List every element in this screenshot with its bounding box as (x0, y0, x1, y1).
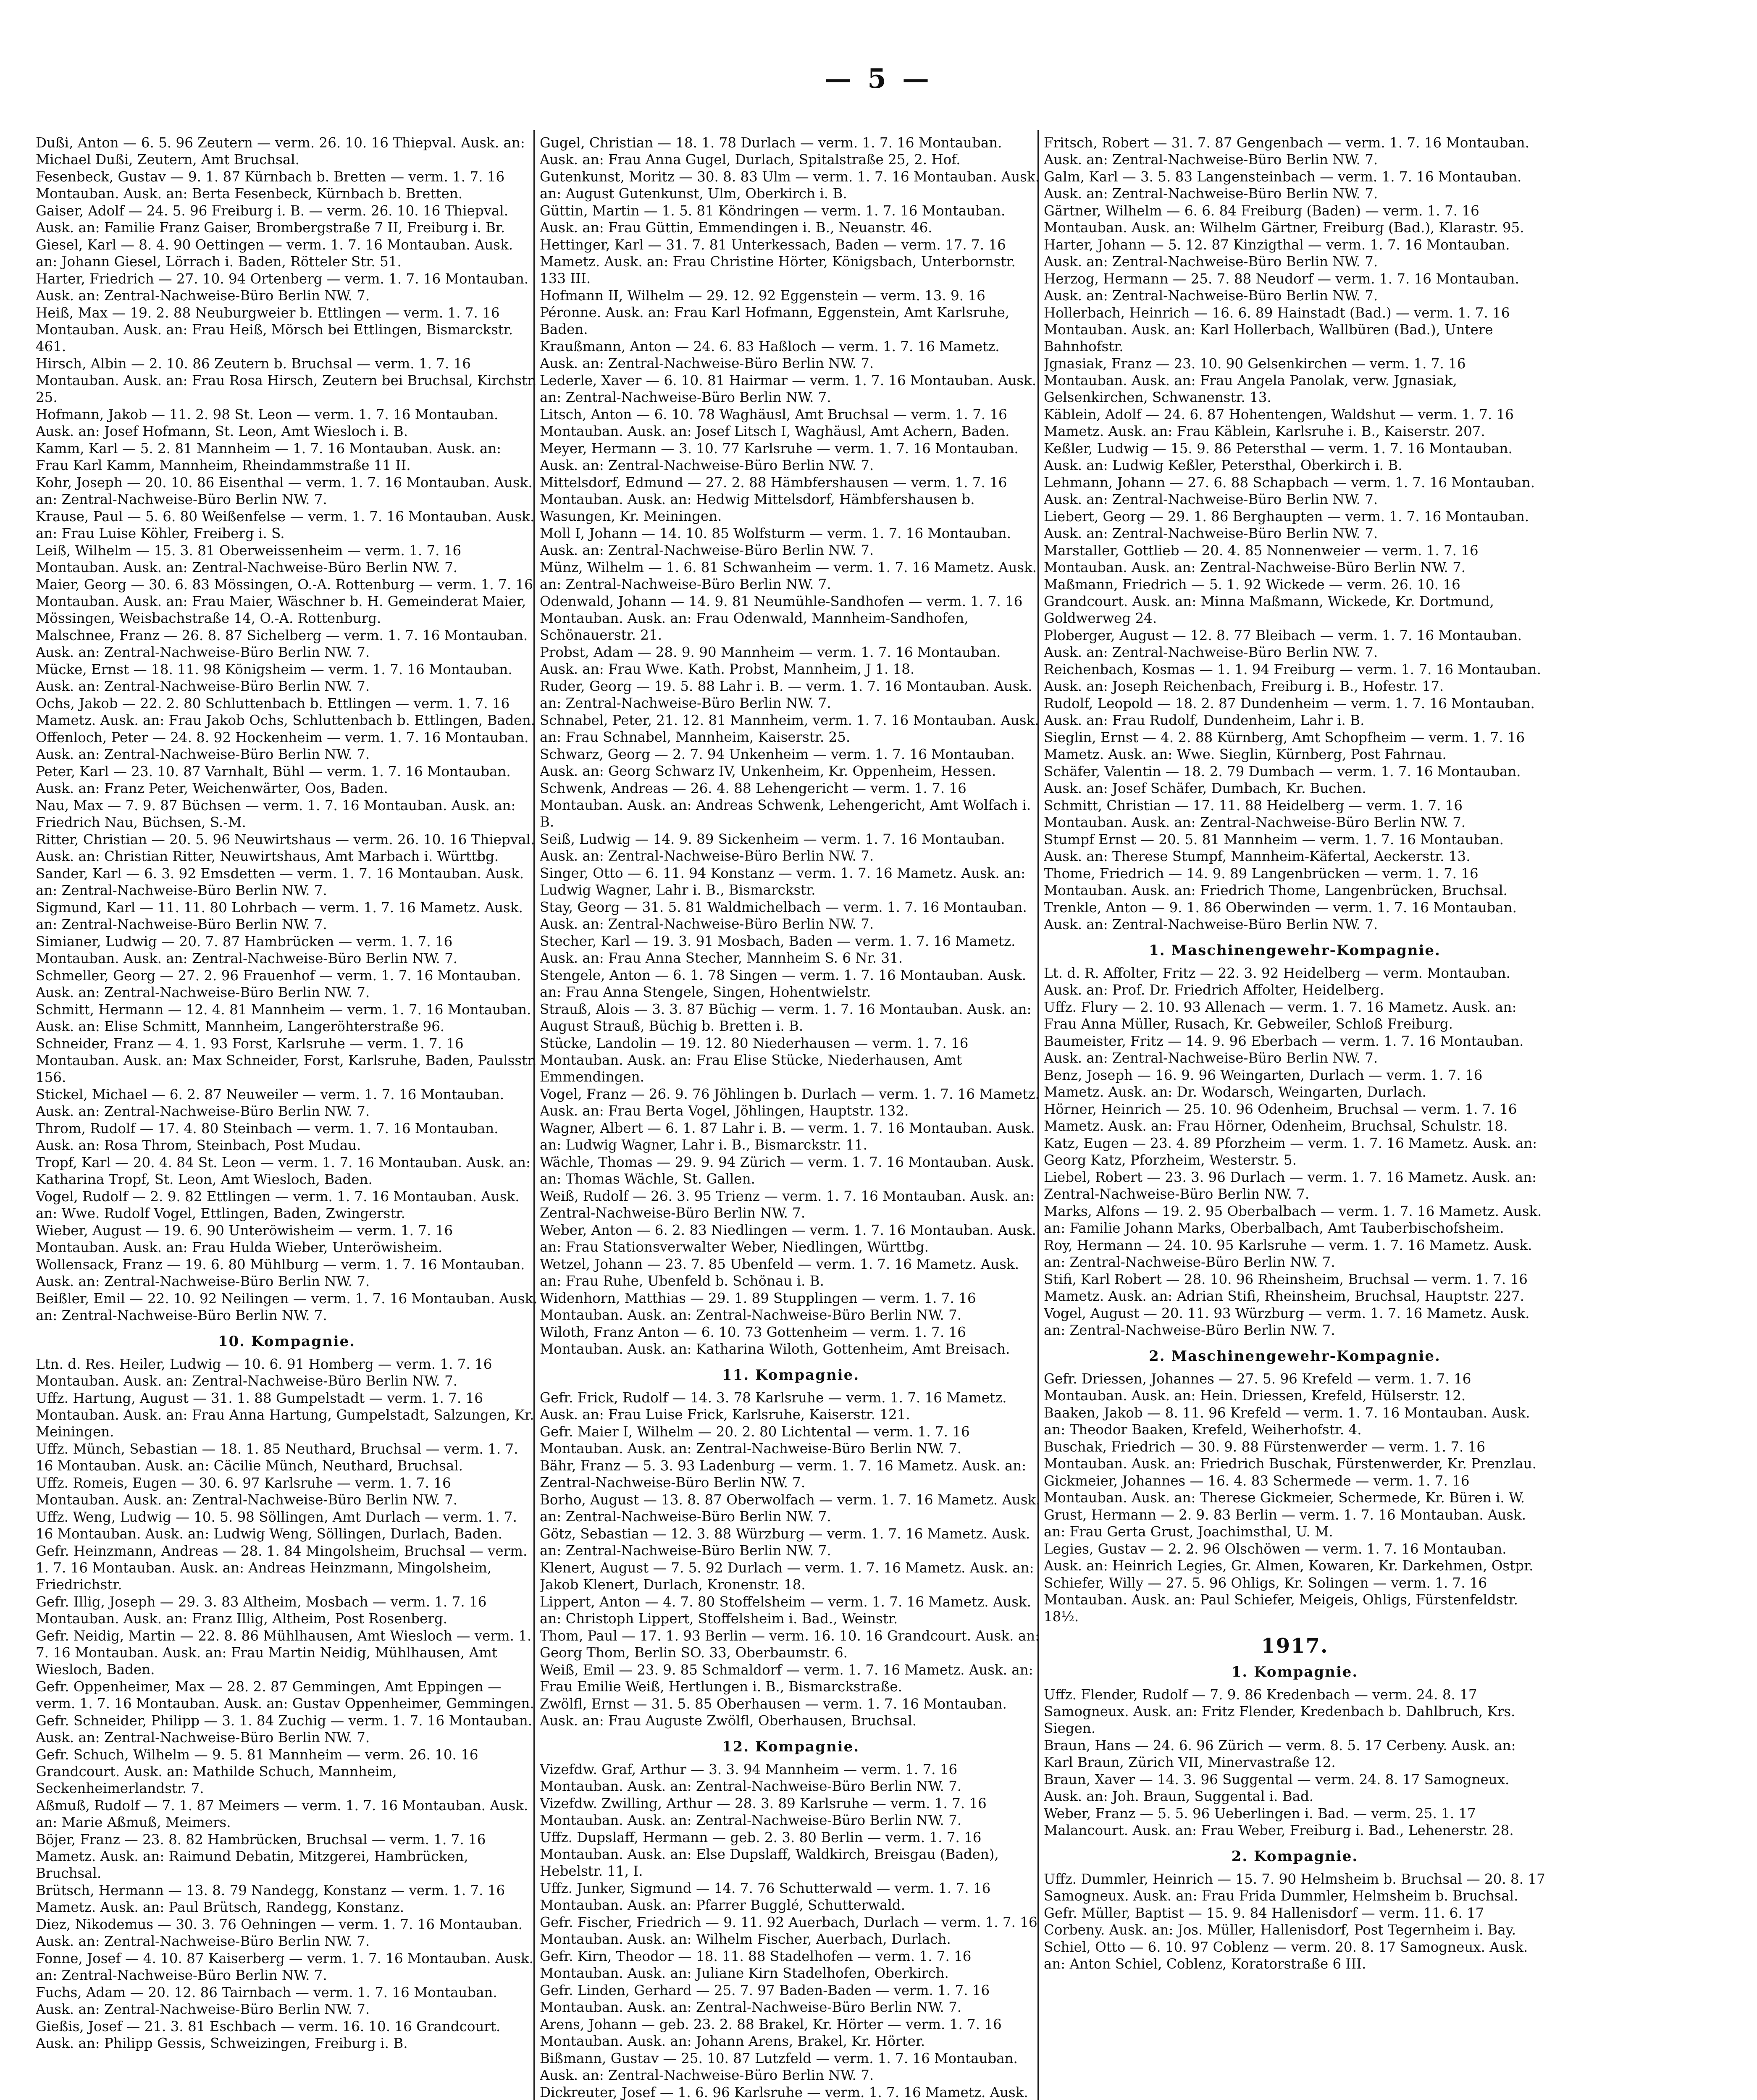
casualty-entry: Uffz. Hartung, August — 31. 1. 88 Gumpelstadt — verm. 1. 7. 16 Montauban. Ausk. an: Frau Anna Hartung, Gumpelstadt, Salzungen, Kr. Meiningen. (36, 1390, 534, 1440)
casualty-entry: Gefr. Kirn, Theodor — 18. 11. 88 Stadelhofen — verm. 1. 7. 16 Montauban. Ausk. an: Juliane Kirn Stadelhofen, Oberkirch. (540, 1948, 972, 1981)
casualty-entry: Harter, Friedrich — 27. 10. 94 Ortenberg — verm. 1. 7. 16 Montauban. Ausk. an: Zentral-Nachweise-Büro Berlin NW. 7. (36, 271, 529, 304)
casualty-entry: Reichenbach, Kosmas — 1. 1. 94 Freiburg — verm. 1. 7. 16 Montauban. Ausk. an: Joseph Reichenbach, Freiburg i. B., Hofestr. 17. (1044, 662, 1541, 694)
casualty-entry: Ochs, Jakob — 22. 2. 80 Schluttenbach b. Ettlingen — verm. 1. 7. 16 Mametz. Ausk. an: Frau Jakob Ochs, Schluttenbach b. Ettlingen, Baden. (36, 696, 536, 728)
casualty-entry: Hofmann, Jakob — 11. 2. 98 St. Leon — verm. 1. 7. 16 Montauban. Ausk. an: Josef Hofmann, St. Leon, Amt Wiesloch i. B. (36, 407, 499, 439)
casualty-entry: Malschnee, Franz — 26. 8. 87 Sichelberg — verm. 1. 7. 16 Montauban. Ausk. an: Zentral-Nachweise-Büro Berlin NW. 7. (36, 627, 528, 660)
casualty-entry: Strauß, Alois — 3. 3. 87 Büchig — verm. 1. 7. 16 Montauban. Ausk. an: August Strauß, Büchig b. Bretten i. B. (540, 1001, 1032, 1034)
casualty-entry: Schäfer, Valentin — 18. 2. 79 Dumbach — verm. 1. 7. 16 Montauban. Ausk. an: Josef Schäfer, Dumbach, Kr. Buchen. (1044, 764, 1521, 796)
casualty-entry: Böjer, Franz — 23. 8. 82 Hambrücken, Bruchsal — verm. 1. 7. 16 Mametz. Ausk. an: Raimund Debatin, Mitzgerei, Hambrücken, Bruchsal. (36, 1832, 486, 1881)
casualty-entry: Stifi, Karl Robert — 28. 10. 96 Rheinsheim, Bruchsal — verm. 1. 7. 16 Mametz. Ausk. an: Adrian Stifi, Rheinsheim, Bruchsal, Hauptstr. 227. (1044, 1271, 1528, 1304)
casualty-entry: Sieglin, Ernst — 4. 2. 88 Kürnberg, Amt Schopfheim — verm. 1. 7. 16 Mametz. Ausk. an: Wwe. Sieglin, Kürnberg, Post Fahrnau. (1044, 730, 1525, 762)
casualty-entry: Seiß, Ludwig — 14. 9. 89 Sickenheim — verm. 1. 7. 16 Montauban. Ausk. an: Zentral-Nachweise-Büro Berlin NW. 7. (540, 831, 1005, 864)
casualty-entry: Maier, Georg — 30. 6. 83 Mössingen, O.-A. Rottenburg — verm. 1. 7. 16 Montauban. Ausk. an: Frau Maier, Wäschner b. H. Gemeinderat Maier, Mössingen, Weisbachstraße 14, O.-A. Rottenburg. (36, 577, 533, 626)
casualty-entry: Throm, Rudolf — 17. 4. 80 Steinbach — verm. 1. 7. 16 Montauban. Ausk. an: Rosa Throm, Steinbach, Post Mudau. (36, 1121, 499, 1153)
casualty-entry: Galm, Karl — 3. 5. 83 Langensteinbach — verm. 1. 7. 16 Montauban. Ausk. an: Zentral-Nachweise-Büro Berlin NW. 7. (1044, 169, 1522, 202)
column-left (36, 134, 538, 2100)
casualty-entry: Weber, Franz — 5. 5. 96 Ueberlingen i. Bad. — verm. 25. 1. 17 Malancourt. Ausk. an: Frau Weber, Freiburg i. Bad., Lehenerstr. 28. (1044, 1806, 1514, 1838)
casualty-entry: Güttin, Martin — 1. 5. 81 Köndringen — verm. 1. 7. 16 Montauban. Ausk. an: Frau Güttin, Emmendingen i. B., Neuanstr. 46. (540, 203, 1006, 236)
casualty-entry: Grust, Hermann — 2. 9. 83 Berlin — verm. 1. 7. 16 Montauban. Ausk. an: Frau Gerta Grust, Joachimsthal, U. M. (1044, 1507, 1526, 1540)
casualty-entry: Stay, Georg — 31. 5. 81 Waldmichelbach — verm. 1. 7. 16 Montauban. Ausk. an: Zentral-Nachweise-Büro Berlin NW. 7. (540, 899, 1027, 932)
casualty-entry: Vogel, Franz — 26. 9. 76 Jöhlingen b. Durlach — verm. 1. 7. 16 Mametz. Ausk. an: Frau Berta Vogel, Jöhlingen, Hauptstr. 132. (540, 1086, 1040, 1119)
casualty-entry: Odenwald, Johann — 14. 9. 81 Neumühle-Sandhofen — verm. 1. 7. 16 Montauban. Ausk. an: Frau Odenwald, Mannheim-Sandhofen, Schönauerstr. 21. (540, 593, 1023, 643)
casualty-entry: Leiß, Wilhelm — 15. 3. 81 Oberweissenheim — verm. 1. 7. 16 Montauban. Ausk. an: Zentral-Nachweise-Büro Berlin NW. 7. (36, 543, 462, 575)
section-heading: 12. Kompagnie. (722, 1738, 860, 1755)
casualty-entry: Ruder, Georg — 19. 5. 88 Lahr i. B. — verm. 1. 7. 16 Montauban. Ausk. an: Zentral-Nachweise-Büro Berlin NW. 7. (540, 678, 1032, 711)
casualty-entry: Gefr. Driessen, Johannes — 27. 5. 96 Krefeld — verm. 1. 7. 16 Montauban. Ausk. an: Hein. Driessen, Krefeld, Hülserstr. 12. (1044, 1371, 1471, 1404)
page-number: — 5 — (824, 63, 933, 94)
section-heading: 1917. (1261, 1634, 1329, 1658)
casualty-entry: Gefr. Schneider, Philipp — 3. 1. 84 Zuchig — verm. 1. 7. 16 Montauban. Ausk. an: Zentral-Nachweise-Büro Berlin NW. 7. (36, 1713, 533, 1746)
casualty-entry: Gugel, Christian — 18. 1. 78 Durlach — verm. 1. 7. 16 Montauban. Ausk. an: Frau Anna Gugel, Durlach, Spitalstraße 25, 2. Hof. (540, 135, 1002, 168)
casualty-entry: Keßler, Ludwig — 15. 9. 86 Petersthal — verm. 1. 7. 16 Montauban. Ausk. an: Ludwig Keßler, Petersthal, Oberkirch i. B. (1044, 441, 1513, 473)
casualty-entry: Giesel, Karl — 8. 4. 90 Oettingen — verm. 1. 7. 16 Montauban. Ausk. an: Johann Giesel, Lörrach i. Baden, Rötteler Str. 51. (36, 237, 513, 270)
casualty-entry: Meyer, Hermann — 3. 10. 77 Karlsruhe — verm. 1. 7. 16 Montauban. Ausk. an: Zentral-Nachweise-Büro Berlin NW. 7. (540, 441, 1019, 473)
casualty-entry: Diez, Nikodemus — 30. 3. 76 Oehningen — verm. 1. 7. 16 Montauban. Ausk. an: Zentral-Nachweise-Büro Berlin NW. 7. (36, 1916, 523, 1949)
casualty-entry: Legies, Gustav — 2. 2. 96 Olschöwen — verm. 1. 7. 16 Montauban. Ausk. an: Heinrich Legies, Gr. Almen, Kowaren, Kr. Darkehmen, Ostpr. (1044, 1541, 1534, 1574)
casualty-entry: Liebel, Robert — 23. 3. 96 Durlach — verm. 1. 7. 16 Mametz. Ausk. an: Zentral-Nachweise-Büro Berlin NW. 7. (1044, 1169, 1536, 1202)
casualty-entry: Uffz. Münch, Sebastian — 18. 1. 85 Neuthard, Bruchsal — verm. 1. 7. 16 Montauban. Ausk. an: Cäcilie Münch, Neuthard, Bruchsal. (36, 1441, 518, 1474)
casualty-entry: Götz, Sebastian — 12. 3. 88 Würzburg — verm. 1. 7. 16 Mametz. Ausk. an: Zentral-Nachweise-Büro Berlin NW. 7. (540, 1526, 1030, 1559)
section-heading: 10. Kompagnie. (218, 1333, 356, 1350)
casualty-entry: Tropf, Karl — 20. 4. 84 St. Leon — verm. 1. 7. 16 Montauban. Ausk. an: Katharina Tropf, St. Leon, Amt Wiesloch, Baden. (36, 1155, 531, 1187)
casualty-entry: Gutenkunst, Moritz — 30. 8. 83 Ulm — verm. 1. 7. 16 Montauban. Ausk. an: August Gutenkunst, Ulm, Oberkirch i. B. (540, 169, 1040, 202)
casualty-entry: Jgnasiak, Franz — 23. 10. 90 Gelsenkirchen — verm. 1. 7. 16 Montauban. Ausk. an: Frau Angela Panolak, verw. Jgnasiak, Gelsenkirchen, Schwanenstr. 13. (1044, 356, 1466, 405)
casualty-entry: Buschak, Friedrich — 30. 9. 88 Fürstenwerder — verm. 1. 7. 16 Montauban. Ausk. an: Friedrich Buschak, Fürstenwerder, Kr. Prenzlau. (1044, 1439, 1537, 1472)
casualty-entry: Baumeister, Fritz — 14. 9. 96 Eberbach — verm. 1. 7. 16 Montauban. Ausk. an: Zentral-Nachweise-Büro Berlin NW. 7. (1044, 1033, 1524, 1066)
casualty-entry: Dickreuter, Josef — 1. 6. 96 Karlsruhe — verm. 1. 7. 16 Mametz. Ausk. (540, 2084, 1028, 2100)
casualty-entry: Liebert, Georg — 29. 1. 86 Berghaupten — verm. 1. 7. 16 Montauban. Ausk. an: Zentral-Nachweise-Büro Berlin NW. 7. (1044, 509, 1529, 541)
casualty-entry: Gefr. Maier I, Wilhelm — 20. 2. 80 Lichtental — verm. 1. 7. 16 Montauban. Ausk. an: Zentral-Nachweise-Büro Berlin NW. 7. (540, 1424, 970, 1457)
casualty-entry: Gefr. Schuch, Wilhelm — 9. 5. 81 Mannheim — verm. 26. 10. 16 Grandcourt. Ausk. an: Mathilde Schuch, Mannheim, Seckenheimerlandstr. 7. (36, 1747, 478, 1796)
casualty-entry: Aßmuß, Rudolf — 7. 1. 87 Meimers — verm. 1. 7. 16 Montauban. Ausk. an: Marie Aßmuß, Meimers. (36, 1798, 528, 1830)
casualty-entry: Brütsch, Hermann — 13. 8. 79 Nandegg, Konstanz — verm. 1. 7. 16 Mametz. Ausk. an: Paul Brütsch, Randegg, Konstanz. (36, 1882, 505, 1915)
casualty-entry: Fonne, Josef — 4. 10. 87 Kaiserberg — verm. 1. 7. 16 Montauban. Ausk. an: Zentral-Nachweise-Büro Berlin NW. 7. (36, 1950, 533, 1983)
casualty-entry: Wetzel, Johann — 23. 7. 85 Ubenfeld — verm. 1. 7. 16 Mametz. Ausk. an: Frau Ruhe, Ubenfeld b. Schönau i. B. (540, 1256, 1019, 1289)
section-heading: 11. Kompagnie. (722, 1367, 860, 1383)
casualty-entry: Schiel, Otto — 6. 10. 97 Coblenz — verm. 20. 8. 17 Samogneux. Ausk. an: Anton Schiel, Coblenz, Koratorstraße 6 III. (1044, 1939, 1528, 1972)
casualty-entry: Schwarz, Georg — 2. 7. 94 Unkenheim — verm. 1. 7. 16 Montauban. Ausk. an: Georg Schwarz IV, Unkenheim, Kr. Oppenheim, Hessen. (540, 746, 1015, 779)
casualty-entry: Peter, Karl — 23. 10. 87 Varnhalt, Bühl — verm. 1. 7. 16 Montauban. Ausk. an: Franz Peter, Weichenwärter, Oos, Baden. (36, 764, 511, 796)
casualty-entry: Schiefer, Willy — 27. 5. 96 Ohligs, Kr. Solingen — verm. 1. 7. 16 Montauban. Ausk. an: Paul Schiefer, Meigeis, Ohligs, Fürstenfeldstr. 18½. (1044, 1575, 1518, 1625)
section-heading: 1. Maschinengewehr-Kompagnie. (1149, 942, 1441, 959)
casualty-entry: Singer, Otto — 6. 11. 94 Konstanz — verm. 1. 7. 16 Mametz. Ausk. an: Ludwig Wagner, Lahr i. B., Bismarckstr. (540, 865, 1026, 898)
casualty-entry: Widenhorn, Matthias — 29. 1. 89 Stupplingen — verm. 1. 7. 16 Montauban. Ausk. an: Zentral-Nachweise-Büro Berlin NW. 7. (540, 1290, 976, 1323)
casualty-entry: Uffz. Dummler, Heinrich — 15. 7. 90 Helmsheim b. Bruchsal — 20. 8. 17 Samogneux. Ausk. an: Frau Frida Dummler, Helmsheim b. Bruchsal. (1044, 1871, 1545, 1904)
casualty-entry: Mittelsdorf, Edmund — 27. 2. 88 Hämbfershausen — verm. 1. 7. 16 Montauban. Ausk. an: Hedwig Mittelsdorf, Hämbfershausen b. Wasungen, Kr. Meiningen. (540, 475, 1007, 524)
casualty-entry: Gefr. Heinzmann, Andreas — 28. 1. 84 Mingolsheim, Bruchsal — verm. 1. 7. 16 Montauban. Ausk. an: Andreas Heinzmann, Mingolsheim, Friedrichstr. (36, 1543, 528, 1593)
casualty-entry: Bähr, Franz — 5. 3. 93 Ladenburg — verm. 1. 7. 16 Mametz. Ausk. an: Zentral-Nachweise-Büro Berlin NW. 7. (540, 1458, 1027, 1491)
casualty-entry: Weiß, Emil — 23. 9. 85 Schmaldorf — verm. 1. 7. 16 Mametz. Ausk. an: Frau Emilie Weiß, Hertlungen i. B., Bismarckstraße. (540, 1662, 1033, 1695)
casualty-entry: Klenert, August — 7. 5. 92 Durlach — verm. 1. 7. 16 Mametz. Ausk. an: Jakob Klenert, Durlach, Kronenstr. 18. (540, 1560, 1034, 1593)
casualty-entry: Dußi, Anton — 6. 5. 96 Zeutern — verm. 26. 10. 16 Thiepval. Ausk. an: Michael Dußi, Zeutern, Amt Bruchsal. (36, 135, 525, 168)
casualty-entry: Schmitt, Hermann — 12. 4. 81 Mannheim — verm. 1. 7. 16 Montauban. Ausk. an: Elise Schmitt, Mannheim, Langeröhterstraße 96. (36, 1002, 531, 1034)
casualty-entry: Heiß, Max — 19. 2. 88 Neuburgweier b. Ettlingen — verm. 1. 7. 16 Montauban. Ausk. an: Frau Heiß, Mörsch bei Ettlingen, Bismarckstr. 461. (36, 305, 513, 354)
column-right (1044, 134, 1546, 2100)
casualty-entry: Bißmann, Gustav — 25. 10. 87 Lutzfeld — verm. 1. 7. 16 Montauban. Ausk. an: Zentral-Nachweise-Büro Berlin NW. 7. (540, 2050, 1018, 2083)
casualty-entry: Fesenbeck, Gustav — 9. 1. 87 Kürnbach b. Bretten — verm. 1. 7. 16 Montauban. Ausk. an: Berta Fesenbeck, Kürnbach b. Bretten. (36, 169, 505, 202)
casualty-entry: Hollerbach, Heinrich — 16. 6. 89 Hainstadt (Bad.) — verm. 1. 7. 16 Montauban. Ausk. an: Karl Hollerbach, Wallbüren (Bad.), Untere Bahnhofstr. (1044, 305, 1510, 354)
casualty-entry: Marks, Alfons — 19. 2. 95 Oberbalbach — verm. 1. 7. 16 Mametz. Ausk. an: Familie Johann Marks, Oberbalbach, Amt Tauberbischofsheim. (1044, 1203, 1542, 1236)
casualty-entry: Stickel, Michael — 6. 2. 87 Neuweiler — verm. 1. 7. 16 Montauban. Ausk. an: Zentral-Nachweise-Büro Berlin NW. 7. (36, 1087, 504, 1119)
casualty-entry: Marstaller, Gottlieb — 20. 4. 85 Nonnenweier — verm. 1. 7. 16 Montauban. Ausk. an: Zentral-Nachweise-Büro Berlin NW. 7. (1044, 543, 1479, 575)
casualty-entry: Wollensack, Franz — 19. 6. 80 Mühlburg — verm. 1. 7. 16 Montauban. Ausk. an: Zentral-Nachweise-Büro Berlin NW. 7. (36, 1257, 525, 1289)
casualty-entry: Hettinger, Karl — 31. 7. 81 Unterkessach, Baden — verm. 17. 7. 16 Mametz. Ausk. an: Frau Christine Hörter, Königsbach, Unterbornstr. 133 III. (540, 237, 1016, 286)
casualty-entry: Wiloth, Franz Anton — 6. 10. 73 Gottenheim — verm. 1. 7. 16 Montauban. Ausk. an: Katharina Wiloth, Gottenheim, Amt Breisach. (540, 1324, 1010, 1357)
casualty-entry: Sigmund, Karl — 11. 11. 80 Lohrbach — verm. 1. 7. 16 Mametz. Ausk. an: Zentral-Nachweise-Büro Berlin NW. 7. (36, 900, 523, 932)
casualty-entry: Stecher, Karl — 19. 3. 91 Mosbach, Baden — verm. 1. 7. 16 Mametz. Ausk. an: Frau Anna Stecher, Mannheim S. 6 Nr. 31. (540, 933, 1016, 966)
casualty-entry: Uffz. Flury — 2. 10. 93 Allenach — verm. 1. 7. 16 Mametz. Ausk. an: Frau Anna Müller, Rusach, Kr. Gebweiler, Schloß Freiburg. (1044, 999, 1517, 1032)
casualty-entry: Gefr. Linden, Gerhard — 25. 7. 97 Baden-Baden — verm. 1. 7. 16 Montauban. Ausk. an: Zentral-Nachweise-Büro Berlin NW. 7. (540, 1982, 990, 2015)
casualty-entry: Benz, Joseph — 16. 9. 96 Weingarten, Durlach — verm. 1. 7. 16 Mametz. Ausk. an: Dr. Wodarsch, Weingarten, Durlach. (1044, 1067, 1483, 1100)
casualty-entry: Fuchs, Adam — 20. 12. 86 Tairnbach — verm. 1. 7. 16 Montauban. Ausk. an: Zentral-Nachweise-Büro Berlin NW. 7. (36, 1984, 497, 2017)
casualty-entry: Wächle, Thomas — 29. 9. 94 Zürich — verm. 1. 7. 16 Montauban. Ausk. an: Thomas Wächle, St. Gallen. (540, 1154, 1035, 1187)
casualty-entry: Katz, Eugen — 23. 4. 89 Pforzheim — verm. 1. 7. 16 Mametz. Ausk. an: Georg Katz, Pforzheim, Westerstr. 5. (1044, 1135, 1537, 1168)
casualty-entry: Vogel, August — 20. 11. 93 Würzburg — verm. 1. 7. 16 Mametz. Ausk. an: Zentral-Nachweise-Büro Berlin NW. 7. (1044, 1305, 1530, 1338)
casualty-entry: Zwölfl, Ernst — 31. 5. 85 Oberhausen — verm. 1. 7. 16 Montauban. Ausk. an: Frau Auguste Zwölfl, Oberhausen, Bruchsal. (540, 1696, 1007, 1729)
casualty-entry: Stumpf Ernst — 20. 5. 81 Mannheim — verm. 1. 7. 16 Montauban. Ausk. an: Therese Stumpf, Mannheim-Käfertal, Aeckerstr. 13. (1044, 832, 1504, 864)
casualty-entry: Ltn. d. Res. Heiler, Ludwig — 10. 6. 91 Homberg — verm. 1. 7. 16 Montauban. Ausk. an: Zentral-Nachweise-Büro Berlin NW. 7. (36, 1356, 492, 1389)
casualty-entry: Hörner, Heinrich — 25. 10. 96 Odenheim, Bruchsal — verm. 1. 7. 16 Mametz. Ausk. an: Frau Hörner, Odenheim, Bruchsal, Schulstr. 18. (1044, 1101, 1517, 1134)
casualty-entry: Schmeller, Georg — 27. 2. 96 Frauenhof — verm. 1. 7. 16 Montauban. Ausk. an: Zentral-Nachweise-Büro Berlin NW. 7. (36, 968, 521, 1000)
casualty-entry: Gießis, Josef — 21. 3. 81 Eschbach — verm. 16. 10. 16 Grandcourt. Ausk. an: Philipp Gessis, Schweizingen, Freiburg i. B. (36, 2019, 501, 2051)
casualty-entry: Wagner, Albert — 6. 1. 87 Lahr i. B. — verm. 1. 7. 16 Montauban. Ausk. an: Ludwig Wagner, Lahr i. B., Bismarckstr. 11. (540, 1120, 1035, 1153)
casualty-entry: Käblein, Adolf — 24. 6. 87 Hohentengen, Waldshut — verm. 1. 7. 16 Mametz. Ausk. an: Frau Käblein, Karlsruhe i. B., Kaiserstr. 207. (1044, 407, 1514, 439)
casualty-entry: Uffz. Flender, Rudolf — 7. 9. 86 Kredenbach — verm. 24. 8. 17 Samogneux. Ausk. an: Fritz Flender, Kredenbach b. Dahlbruch, Krs. Siegen. (1044, 1687, 1515, 1736)
casualty-entry: Braun, Xaver — 14. 3. 96 Suggental — verm. 24. 8. 17 Samogneux. Ausk. an: Joh. Braun, Suggental i. Bad. (1044, 1772, 1510, 1804)
casualty-entry: Gärtner, Wilhelm — 6. 6. 84 Freiburg (Baden) — verm. 1. 7. 16 Montauban. Ausk. an: Wilhelm Gärtner, Freiburg (Bad.), Klarastr. 95. (1044, 203, 1524, 236)
casualty-entry: Borho, August — 13. 8. 87 Oberwolfach — verm. 1. 7. 16 Mametz. Ausk. an: Zentral-Nachweise-Büro Berlin NW. 7. (540, 1492, 1040, 1525)
casualty-entry: Trenkle, Anton — 9. 1. 86 Oberwinden — verm. 1. 7. 16 Montauban. Ausk. an: Zentral-Nachweise-Büro Berlin NW. 7. (1044, 900, 1517, 932)
casualty-entry: Maßmann, Friedrich — 5. 1. 92 Wickede — verm. 26. 10. 16 Grandcourt. Ausk. an: Minna Maßmann, Wickede, Kr. Dortmund, Goldwerweg 24. (1044, 577, 1494, 626)
section-heading: 2. Maschinengewehr-Kompagnie. (1149, 1348, 1441, 1365)
casualty-entry: Litsch, Anton — 6. 10. 78 Waghäusl, Amt Bruchsal — verm. 1. 7. 16 Montauban. Ausk. an: Josef Litsch I, Waghäusl, Amt Achern, Baden. (540, 407, 1010, 439)
casualty-entry: Moll I, Johann — 14. 10. 85 Wolfsturm — verm. 1. 7. 16 Montauban. Ausk. an: Zentral-Nachweise-Büro Berlin NW. 7. (540, 525, 1011, 558)
casualty-entry: Uffz. Romeis, Eugen — 30. 6. 97 Karlsruhe — verm. 1. 7. 16 Montauban. Ausk. an: Zentral-Nachweise-Büro Berlin NW. 7. (36, 1475, 458, 1508)
casualty-entry: Fritsch, Robert — 31. 7. 87 Gengenbach — verm. 1. 7. 16 Montauban. Ausk. an: Zentral-Nachweise-Büro Berlin NW. 7. (1044, 135, 1530, 168)
casualty-entry: Rudolf, Leopold — 18. 2. 87 Dundenheim — verm. 1. 7. 16 Montauban. Ausk. an: Frau Rudolf, Dundenheim, Lahr i. B. (1044, 696, 1535, 728)
casualty-entry: Thome, Friedrich — 14. 9. 89 Langenbrücken — verm. 1. 7. 16 Montauban. Ausk. an: Friedrich Thome, Langenbrücken, Bruchsal. (1044, 866, 1508, 898)
casualty-entry: Vogel, Rudolf — 2. 9. 82 Ettlingen — verm. 1. 7. 16 Montauban. Ausk. an: Wwe. Rudolf Vogel, Ettlingen, Baden, Zwingerstr. (36, 1189, 520, 1221)
casualty-entry: Gefr. Illig, Joseph — 29. 3. 83 Altheim, Mosbach — verm. 1. 7. 16 Montauban. Ausk. an: Franz Illig, Altheim, Post Rosenberg. (36, 1594, 487, 1627)
casualty-entry: Sander, Karl — 6. 3. 92 Emsdetten — verm. 1. 7. 16 Montauban. Ausk. an: Zentral-Nachweise-Büro Berlin NW. 7. (36, 866, 524, 898)
casualty-entry: Wieber, August — 19. 6. 90 Unteröwisheim — verm. 1. 7. 16 Montauban. Ausk. an: Frau Hulda Wieber, Unteröwisheim. (36, 1223, 453, 1255)
casualty-entry: Ploberger, August — 12. 8. 77 Bleibach — verm. 1. 7. 16 Montauban. Ausk. an: Zentral-Nachweise-Büro Berlin NW. 7. (1044, 627, 1522, 660)
casualty-entry: Schmitt, Christian — 17. 11. 88 Heidelberg — verm. 1. 7. 16 Montauban. Ausk. an: Zentral-Nachweise-Büro Berlin NW. 7. (1044, 798, 1466, 830)
casualty-entry: Vizefdw. Graf, Arthur — 3. 3. 94 Mannheim — verm. 1. 7. 16 Montauban. Ausk. an: Zentral-Nachweise-Büro Berlin NW. 7. (540, 1761, 962, 1794)
casualty-entry: Gefr. Oppenheimer, Max — 28. 2. 87 Gemmingen, Amt Eppingen — verm. 1. 7. 16 Montauban. Ausk. an: Gustav Oppenheimer, Gemmingen. (36, 1679, 534, 1712)
casualty-entry: Lippert, Anton — 4. 7. 80 Stoffelsheim — verm. 1. 7. 16 Mametz. Ausk. an: Christoph Lippert, Stoffelsheim i. Bad., Weinstr. (540, 1594, 1032, 1627)
casualty-entry: Braun, Hans — 24. 6. 96 Zürich — verm. 8. 5. 17 Cerbeny. Ausk. an: Karl Braun, Zürich VII, Minervastraße 12. (1044, 1738, 1516, 1770)
casualty-entry: Uffz. Dupslaff, Hermann — geb. 2. 3. 80 Berlin — verm. 1. 7. 16 Montauban. Ausk. an: Else Dupslaff, Waldkirch, Breisgau (Baden), Hebelstr. 11, I. (540, 1830, 999, 1879)
casualty-entry: Gefr. Neidig, Martin — 22. 8. 86 Mühlhausen, Amt Wiesloch — verm. 1. 7. 16 Montauban. Ausk. an: Frau Martin Neidig, Mühlhausen, Amt Wiesloch, Baden. (36, 1628, 532, 1677)
casualty-entry: Vizefdw. Zwilling, Arthur — 28. 3. 89 Karlsruhe — verm. 1. 7. 16 Montauban. Ausk. an: Zentral-Nachweise-Büro Berlin NW. 7. (540, 1796, 987, 1828)
casualty-entry: Harter, Johann — 5. 12. 87 Kinzigthal — verm. 1. 7. 16 Montauban. Ausk. an: Zentral-Nachweise-Büro Berlin NW. 7. (1044, 237, 1510, 270)
column-middle (540, 134, 1042, 2100)
casualty-entry: Schwenk, Andreas — 26. 4. 88 Lehengericht — verm. 1. 7. 16 Montauban. Ausk. an: Andreas Schwenk, Lehengericht, Amt Wolfach i. B. (540, 780, 1031, 830)
casualty-entry: Kraußmann, Anton — 24. 6. 83 Haßloch — verm. 1. 7. 16 Mametz. Ausk. an: Zentral-Nachweise-Büro Berlin NW. 7. (540, 339, 1000, 371)
casualty-entry: Kamm, Karl — 5. 2. 81 Mannheim — 1. 7. 16 Montauban. Ausk. an: Frau Karl Kamm, Mannheim, Rheindammstraße 11 II. (36, 441, 502, 473)
casualty-entry: Gefr. Müller, Baptist — 15. 9. 84 Hallenisdorf — verm. 11. 6. 17 Corbeny. Ausk. an: Jos. Müller, Hallenisdorf, Post Tegernheim i. Bay. (1044, 1905, 1516, 1938)
casualty-entry: Schnabel, Peter, 21. 12. 81 Mannheim, verm. 1. 7. 16 Montauban. Ausk. an: Frau Schnabel, Mannheim, Kaiserstr. 25. (540, 712, 1039, 745)
casualty-entry: Baaken, Jakob — 8. 11. 96 Krefeld — verm. 1. 7. 16 Montauban. Ausk. an: Theodor Baaken, Krefeld, Weiherhofstr. 4. (1044, 1405, 1530, 1438)
casualty-entry: Gickmeier, Johannes — 16. 4. 83 Schermede — verm. 1. 7. 16 Montauban. Ausk. an: Therese Gickmeier, Schermede, Kr. Büren i. W. (1044, 1473, 1525, 1506)
casualty-entry: Weber, Anton — 6. 2. 83 Niedlingen — verm. 1. 7. 16 Montauban. Ausk. an: Frau Stationsverwalter Weber, Niedlingen, Württbg. (540, 1222, 1036, 1255)
casualty-entry: Krause, Paul — 5. 6. 80 Weißenfelse — verm. 1. 7. 16 Montauban. Ausk. an: Frau Luise Köhler, Freiberg i. S. (36, 509, 535, 541)
casualty-entry: Gaiser, Adolf — 24. 5. 96 Freiburg i. B. — verm. 26. 10. 16 Thiepval. Ausk. an: Familie Franz Gaiser, Brombergstraße 7 II, Freiburg i. Br. (36, 203, 509, 236)
section-heading: 1. Kompagnie. (1231, 1664, 1358, 1680)
casualty-entry: Hirsch, Albin — 2. 10. 86 Zeutern b. Bruchsal — verm. 1. 7. 16 Montauban. Ausk. an: Frau Rosa Hirsch, Zeutern bei Bruchsal, Kirchstr. 25. (36, 356, 537, 405)
casualty-entry: Stücke, Landolin — 19. 12. 80 Niederhausen — verm. 1. 7. 16 Montauban. Ausk. an: Frau Elise Stücke, Niederhausen, Amt Emmendingen. (540, 1035, 969, 1085)
casualty-entry: Weiß, Rudolf — 26. 3. 95 Trienz — verm. 1. 7. 16 Montauban. Ausk. an: Zentral-Nachweise-Büro Berlin NW. 7. (540, 1188, 1035, 1221)
casualty-entry: Thom, Paul — 17. 1. 93 Berlin — verm. 16. 10. 16 Grandcourt. Ausk. an: Georg Thom, Berlin SO. 33, Oberbaumstr. 6. (540, 1628, 1040, 1661)
casualty-entry: Uffz. Junker, Sigmund — 14. 7. 76 Schutterwald — verm. 1. 7. 16 Montauban. Ausk. an: Pfarrer Bugglé, Schutterwald. (540, 1880, 991, 1913)
casualty-entry: Simianer, Ludwig — 20. 7. 87 Hambrücken — verm. 1. 7. 16 Montauban. Ausk. an: Zentral-Nachweise-Büro Berlin NW. 7. (36, 934, 458, 966)
casualty-entry: Lederle, Xaver — 6. 10. 81 Hairmar — verm. 1. 7. 16 Montauban. Ausk. an: Zentral-Nachweise-Büro Berlin NW. 7. (540, 373, 1037, 405)
casualty-entry: Roy, Hermann — 24. 10. 95 Karlsruhe — verm. 1. 7. 16 Mametz. Ausk. an: Zentral-Nachweise-Büro Berlin NW. 7. (1044, 1237, 1532, 1270)
casualty-entry: Mücke, Ernst — 18. 11. 98 Königsheim — verm. 1. 7. 16 Montauban. Ausk. an: Zentral-Nachweise-Büro Berlin NW. 7. (36, 662, 512, 694)
casualty-entry: Münz, Wilhelm — 1. 6. 81 Schwanheim — verm. 1. 7. 16 Mametz. Ausk. an: Zentral-Nachweise-Büro Berlin NW. 7. (540, 559, 1037, 592)
casualty-entry: Probst, Adam — 28. 9. 90 Mannheim — verm. 1. 7. 16 Montauban. Ausk. an: Frau Wwe. Kath. Probst, Mannheim, J 1. 18. (540, 644, 1001, 677)
casualty-entry: Herzog, Hermann — 25. 7. 88 Neudorf — verm. 1. 7. 16 Montauban. Ausk. an: Zentral-Nachweise-Büro Berlin NW. 7. (1044, 271, 1519, 304)
casualty-entry: Offenloch, Peter — 24. 8. 92 Hockenheim — verm. 1. 7. 16 Montauban. Ausk. an: Zentral-Nachweise-Büro Berlin NW. 7. (36, 730, 529, 762)
casualty-entry: Gefr. Frick, Rudolf — 14. 3. 78 Karlsruhe — verm. 1. 7. 16 Mametz. Ausk. an: Frau Luise Frick, Karlsruhe, Kaiserstr. 121. (540, 1390, 1007, 1423)
casualty-entry: Beißler, Emil — 22. 10. 92 Neilingen — verm. 1. 7. 16 Montauban. Ausk. an: Zentral-Nachweise-Büro Berlin NW. 7. (36, 1291, 538, 1323)
section-heading: 2. Kompagnie. (1231, 1848, 1358, 1865)
casualty-entry: Kohr, Joseph — 20. 10. 86 Eisenthal — verm. 1. 7. 16 Montauban. Ausk. an: Zentral-Nachweise-Büro Berlin NW. 7. (36, 475, 533, 507)
casualty-entry: Hofmann II, Wilhelm — 29. 12. 92 Eggenstein — verm. 13. 9. 16 Péronne. Ausk. an: Frau Karl Hofmann, Eggenstein, Amt Karlsruhe, Baden. (540, 288, 1010, 337)
casualty-entry: Uffz. Weng, Ludwig — 10. 5. 98 Söllingen, Amt Durlach — verm. 1. 7. 16 Montauban. Ausk. an: Ludwig Weng, Söllingen, Durlach, Baden. (36, 1509, 517, 1542)
casualty-entry: Lt. d. R. Affolter, Fritz — 22. 3. 92 Heidelberg — verm. Montauban. Ausk. an: Prof. Dr. Friedrich Affolter, Heidelberg. (1044, 965, 1510, 998)
casualty-entry: Nau, Max — 7. 9. 87 Büchsen — verm. 1. 7. 16 Montauban. Ausk. an: Friedrich Nau, Büchsen, S.-M. (36, 798, 516, 830)
casualty-entry: Schneider, Franz — 4. 1. 93 Forst, Karlsruhe — verm. 1. 7. 16 Montauban. Ausk. an: Max Schneider, Forst, Karlsruhe, Baden, Paulsstr. 156. (36, 1036, 537, 1085)
casualty-entry: Gefr. Fischer, Friedrich — 9. 11. 92 Auerbach, Durlach — verm. 1. 7. 16 Montauban. Ausk. an: Wilhelm Fischer, Auerbach, Durlach. (540, 1914, 1037, 1947)
casualty-entry: Ritter, Christian — 20. 5. 96 Neuwirtshaus — verm. 26. 10. 16 Thiepval. Ausk. an: Christian Ritter, Neuwirtshaus, Amt Marbach i. Württbg. (36, 832, 535, 864)
casualty-entry: Lehmann, Johann — 27. 6. 88 Schapbach — verm. 1. 7. 16 Montauban. Ausk. an: Zentral-Nachweise-Büro Berlin NW. 7. (1044, 475, 1535, 507)
casualty-entry: Arens, Johann — geb. 23. 2. 88 Brakel, Kr. Hörter — verm. 1. 7. 16 Montauban. Ausk. an: Johann Arens, Brakel, Kr. Hörter. (540, 2016, 1002, 2049)
casualty-entry: Stengele, Anton — 6. 1. 78 Singen — verm. 1. 7. 16 Montauban. Ausk. an: Frau Anna Stengele, Singen, Hohentwielstr. (540, 967, 1027, 1000)
